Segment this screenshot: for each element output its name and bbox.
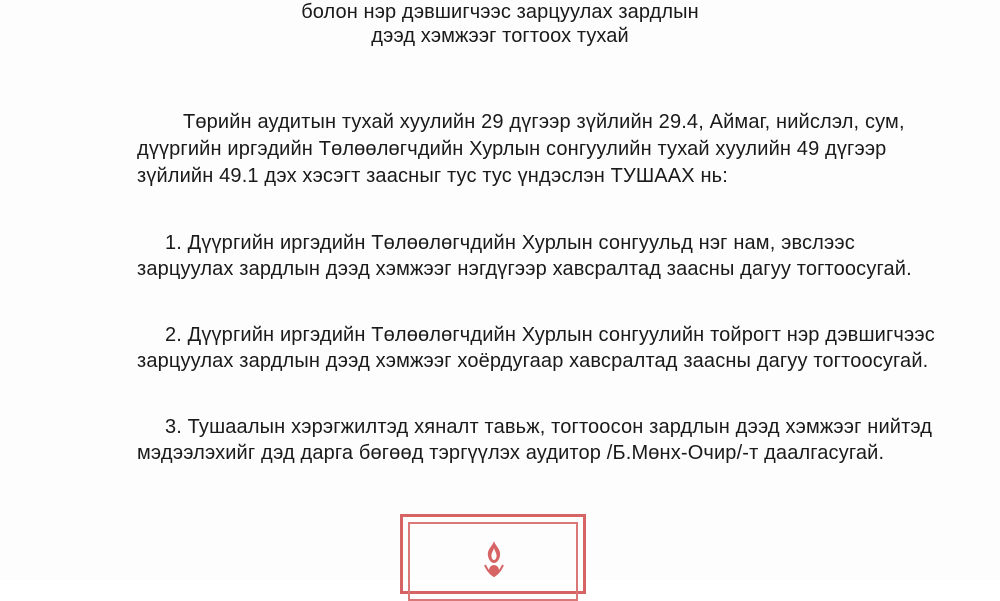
order-item-line: 1. Дүүргийн иргэдийн Төлөөлөгчдийн Хурлын сонгуульд нэг нам, эвслээс xyxy=(165,232,855,254)
order-item-line: 3. Тушаалын хэрэгжилтэд хяналт тавьж, тогтоосон зардлын дээд хэмжээг нийтэд xyxy=(165,416,933,438)
order-item-line: зарцуулах зардлын дээд хэмжээг нэгдүгээр хавсралтад заасны дагуу тогтоосугай. xyxy=(137,258,912,280)
order-item-line: мэдээлэхийг дэд дарга бөгөөд тэргүүлэх аудитор /Б.Мөнх-Очир/-т даалгасугай. xyxy=(137,442,885,464)
preamble-line: дүүргийн иргэдийн Төлөөлөгчдийн Хурлын сонгуулийн тухай хуулийн 49 дүгээр xyxy=(137,138,887,160)
document-title-line-2: дээд хэмжээг тогтоох тухай xyxy=(371,25,629,47)
preamble-line: зүйлийн 49.1 дэх хэсэгт заасныг тус тус үндэслэн ТУШААХ нь: xyxy=(137,165,728,187)
preamble-line: Төрийн аудитын тухай хуулийн 29 дүгээр зүйлийн 29.4, Аймаг, нийслэл, сум, xyxy=(183,111,905,133)
order-item-line: зарцуулах зардлын дээд хэмжээг хоёрдугаар хавсралтад заасны дагуу тогтоосугай. xyxy=(137,350,929,372)
official-seal xyxy=(400,514,586,594)
order-item-line: 2. Дүүргийн иргэдийн Төлөөлөгчдийн Хурлын сонгуулийн тойрогт нэр дэвшигчээс xyxy=(165,324,935,346)
document-title-line-1: болон нэр дэвшигчээс зарцуулах зардлын xyxy=(301,1,699,23)
soyombo-flame-icon xyxy=(481,539,507,579)
